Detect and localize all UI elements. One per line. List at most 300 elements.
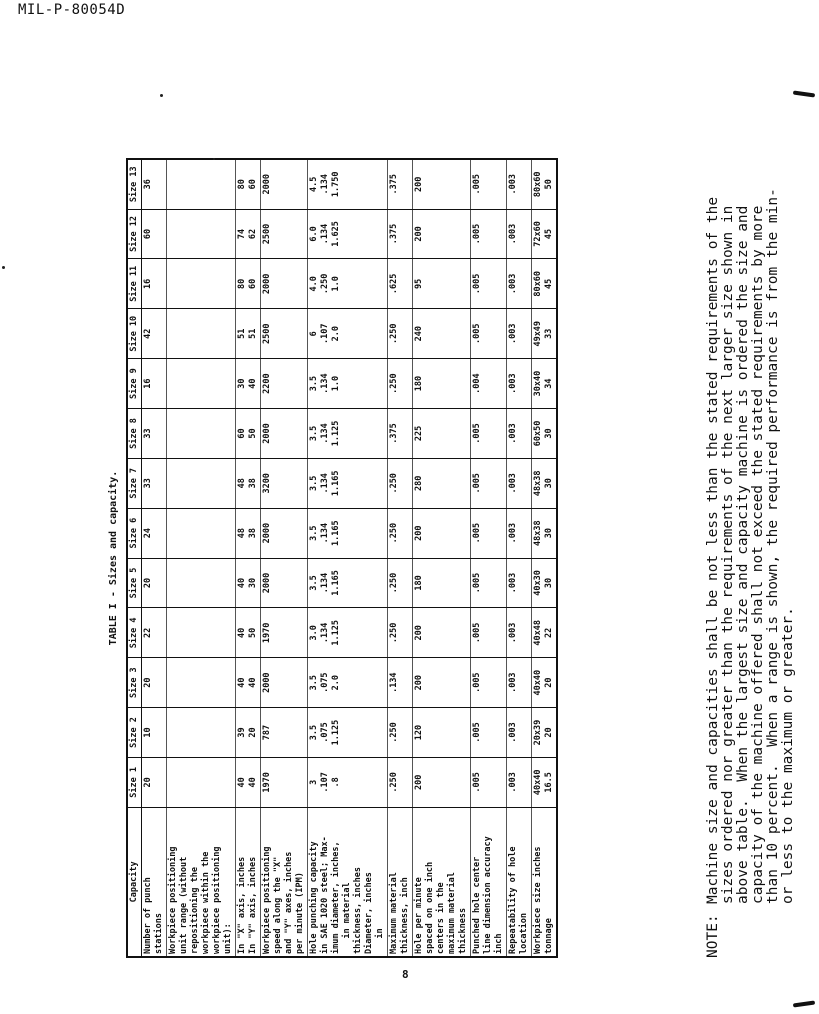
cell-value: 20 bbox=[143, 777, 153, 788]
table-cell bbox=[236, 658, 261, 708]
cell-value: .8 bbox=[331, 777, 341, 788]
row-label-line: unit): bbox=[223, 923, 233, 954]
row-label-line: maximum material bbox=[447, 872, 457, 954]
cell-value: 3.5 bbox=[309, 525, 319, 541]
cell-value: .003 bbox=[508, 473, 518, 494]
note-line: above table. When the largest size and capacity machine is ordered the size and bbox=[735, 205, 751, 904]
cell-value: 20 bbox=[143, 677, 153, 688]
table-cell bbox=[388, 309, 413, 359]
table-row bbox=[532, 159, 558, 957]
scan-speck bbox=[2, 266, 5, 269]
table-cell bbox=[388, 508, 413, 558]
table-cell bbox=[261, 757, 308, 807]
row-label bbox=[261, 807, 308, 957]
table-title: TABLE I - Sizes and capacity. bbox=[108, 470, 119, 646]
table-cell bbox=[471, 708, 507, 758]
table-cell bbox=[507, 458, 532, 508]
cell-value: .003 bbox=[508, 223, 518, 245]
cell-value: 2500 bbox=[262, 223, 272, 245]
row-label-line: in SAE 1020 steel; Max- bbox=[320, 836, 330, 954]
row-label-line: Repeatability of hole bbox=[508, 846, 518, 954]
table-cell bbox=[532, 259, 558, 309]
table-cell bbox=[308, 508, 388, 558]
cell-value: 1.125 bbox=[331, 719, 341, 746]
column-header-size-13: Size 13 bbox=[127, 159, 142, 209]
cell-value: 200 bbox=[414, 675, 424, 691]
table-cell bbox=[308, 558, 388, 608]
table-cell bbox=[471, 359, 507, 409]
table-cell bbox=[261, 409, 308, 459]
row-label bbox=[236, 807, 261, 957]
row-label bbox=[167, 807, 236, 957]
table-cell bbox=[236, 757, 261, 807]
rotated-table-block bbox=[108, 158, 800, 958]
column-header-size-2: Size 2 bbox=[127, 708, 142, 758]
table-cell bbox=[236, 558, 261, 608]
cell-value: .134 bbox=[320, 622, 330, 644]
cell-value: 3.0 bbox=[309, 625, 319, 641]
table-cell bbox=[413, 359, 471, 409]
table-cell bbox=[167, 658, 236, 708]
cell-value: 60 bbox=[143, 228, 153, 240]
cell-value: 1.0 bbox=[331, 375, 341, 392]
note-text bbox=[706, 188, 796, 904]
table-cell bbox=[261, 608, 308, 658]
table-cell bbox=[142, 658, 167, 708]
table-cell bbox=[142, 309, 167, 359]
cell-value: 1.125 bbox=[331, 620, 341, 646]
table-cell bbox=[142, 458, 167, 508]
cell-value: 45 bbox=[544, 228, 554, 240]
cell-value: 51 bbox=[248, 328, 258, 339]
cell-value: .005 bbox=[472, 273, 482, 295]
table-cell bbox=[142, 409, 167, 459]
table-cell bbox=[308, 608, 388, 658]
cell-value: 787 bbox=[262, 724, 272, 741]
row-label-line: centers in the bbox=[436, 882, 446, 954]
cell-value: 33 bbox=[143, 478, 153, 489]
cell-value: .005 bbox=[472, 423, 482, 444]
cell-value: 36 bbox=[143, 179, 153, 190]
table-cell bbox=[388, 658, 413, 708]
column-header-size-12: Size 12 bbox=[127, 209, 142, 259]
cell-value: 30x40 bbox=[533, 370, 543, 397]
cell-value: 49x49 bbox=[533, 320, 543, 347]
cell-value: 34 bbox=[544, 378, 554, 389]
note-line: sizes ordered nor greater than the requirements of the next larger size shown in bbox=[720, 205, 736, 904]
table-cell bbox=[142, 608, 167, 658]
row-label-line: inch bbox=[494, 933, 504, 954]
table-cell bbox=[413, 209, 471, 259]
column-header-size-4: Size 4 bbox=[127, 608, 142, 658]
scan-speck bbox=[213, 158, 215, 160]
table-cell bbox=[236, 309, 261, 359]
table-row bbox=[308, 159, 388, 957]
cell-value: 40 bbox=[237, 627, 247, 638]
table-cell bbox=[388, 608, 413, 658]
table-cell bbox=[413, 608, 471, 658]
cell-value: 40 bbox=[248, 677, 258, 688]
cell-value: 95 bbox=[414, 278, 424, 289]
column-header-size-7: Size 7 bbox=[127, 458, 142, 508]
cell-value: .003 bbox=[508, 174, 518, 195]
column-header-size-8: Size 8 bbox=[127, 409, 142, 459]
cell-value: 3.5 bbox=[309, 475, 319, 491]
cell-value: 2000 bbox=[262, 572, 272, 594]
table-row bbox=[142, 159, 167, 957]
table-cell bbox=[471, 658, 507, 708]
table-cell bbox=[471, 159, 507, 209]
table-cell bbox=[261, 209, 308, 259]
table-row bbox=[413, 159, 471, 957]
cell-value: .003 bbox=[508, 273, 518, 295]
cell-value: 50 bbox=[248, 428, 258, 439]
row-label-line: thickness, inches bbox=[353, 867, 363, 954]
table-cell bbox=[413, 259, 471, 309]
cell-value: 6.0 bbox=[309, 226, 319, 242]
table-cell bbox=[471, 558, 507, 608]
cell-value: 33 bbox=[143, 428, 153, 439]
cell-value: .075 bbox=[320, 722, 330, 743]
cell-value: 60 bbox=[248, 278, 258, 289]
cell-value: 40x40 bbox=[533, 669, 543, 696]
table-cell bbox=[142, 259, 167, 309]
table-cell bbox=[532, 558, 558, 608]
row-label-line: In "X" axis, inches bbox=[237, 856, 247, 954]
table-cell bbox=[308, 458, 388, 508]
row-label bbox=[507, 807, 532, 957]
table-cell bbox=[413, 409, 471, 459]
column-header-size-9: Size 9 bbox=[127, 359, 142, 409]
table-cell bbox=[142, 558, 167, 608]
row-label bbox=[413, 807, 471, 957]
row-label-line: in bbox=[375, 928, 385, 954]
table-cell bbox=[388, 757, 413, 807]
cell-value: 1.0 bbox=[331, 276, 341, 292]
table-cell bbox=[308, 409, 388, 459]
table-cell bbox=[167, 159, 236, 209]
table-cell bbox=[261, 508, 308, 558]
cell-value: .250 bbox=[320, 273, 330, 295]
table-cell bbox=[142, 708, 167, 758]
cell-value: .134 bbox=[320, 423, 330, 444]
table-cell bbox=[507, 409, 532, 459]
table-cell bbox=[236, 159, 261, 209]
table-cell bbox=[532, 458, 558, 508]
cell-value: 1.165 bbox=[331, 570, 341, 596]
row-label-line: unit range (without bbox=[179, 856, 189, 954]
row-label bbox=[532, 807, 558, 957]
cell-value: .005 bbox=[472, 473, 482, 494]
table-cell bbox=[167, 558, 236, 608]
table-cell bbox=[308, 259, 388, 309]
table-cell bbox=[507, 359, 532, 409]
column-header-size-10: Size 10 bbox=[127, 309, 142, 359]
table-cell bbox=[507, 209, 532, 259]
cell-value: 200 bbox=[414, 525, 424, 541]
note-line: capacity of the machine offered shall not exceed the stated requirements by more bbox=[750, 205, 766, 904]
table-cell bbox=[532, 757, 558, 807]
cell-value: .134 bbox=[320, 522, 330, 544]
table-cell bbox=[167, 409, 236, 459]
cell-value: 20 bbox=[544, 677, 554, 688]
row-label bbox=[471, 807, 507, 957]
row-label-line: repositioning the bbox=[190, 867, 200, 954]
cell-value: 2.0 bbox=[331, 675, 341, 691]
cell-value: .250 bbox=[389, 772, 399, 793]
cell-value: 50 bbox=[544, 179, 554, 190]
row-label-line: Punched hole center bbox=[472, 856, 482, 954]
cell-value: 40 bbox=[237, 577, 247, 589]
table-body bbox=[142, 159, 558, 957]
table-cell bbox=[167, 608, 236, 658]
cell-value: 1.750 bbox=[331, 171, 341, 198]
table-row bbox=[261, 159, 308, 957]
cell-value: 1.125 bbox=[331, 420, 341, 447]
table-cell bbox=[507, 658, 532, 708]
table-cell bbox=[471, 757, 507, 807]
cell-value: 3 bbox=[309, 779, 319, 785]
cell-value: 3.5 bbox=[309, 375, 319, 392]
table-cell bbox=[413, 757, 471, 807]
cell-value: 1970 bbox=[262, 772, 272, 793]
table-cell bbox=[142, 508, 167, 558]
table-cell bbox=[261, 359, 308, 409]
row-label-line: in material bbox=[342, 882, 352, 954]
table-cell bbox=[388, 558, 413, 608]
cell-value: 20 bbox=[544, 727, 554, 738]
cell-value: .005 bbox=[472, 522, 482, 544]
cell-value: .375 bbox=[389, 223, 399, 245]
cell-value: 51 bbox=[237, 328, 247, 339]
row-label-line: Hole per minute bbox=[414, 877, 424, 954]
table-cell bbox=[507, 259, 532, 309]
table-cell bbox=[236, 209, 261, 259]
table-cell bbox=[236, 409, 261, 459]
cell-value: 280 bbox=[414, 475, 424, 491]
table-cell bbox=[261, 458, 308, 508]
cell-value: 74 bbox=[237, 228, 247, 240]
table-cell bbox=[413, 558, 471, 608]
cell-value: 33 bbox=[544, 328, 554, 339]
row-label-line: speed along the "X" bbox=[273, 856, 283, 954]
cell-value: 180 bbox=[414, 375, 424, 392]
row-label bbox=[388, 807, 413, 957]
table-cell bbox=[388, 209, 413, 259]
table-cell bbox=[167, 757, 236, 807]
table-row bbox=[388, 159, 413, 957]
table-cell bbox=[532, 708, 558, 758]
cell-value: .250 bbox=[389, 373, 399, 394]
table-cell bbox=[471, 409, 507, 459]
cell-value: 30 bbox=[544, 428, 554, 439]
table-cell bbox=[261, 658, 308, 708]
table-cell bbox=[471, 608, 507, 658]
cell-value: 39 bbox=[237, 727, 247, 738]
row-label-line: Hole punching capacity bbox=[309, 841, 319, 954]
cell-value: 20 bbox=[143, 577, 153, 589]
cell-value: 2.0 bbox=[331, 326, 341, 342]
table-cell bbox=[308, 757, 388, 807]
table-cell bbox=[388, 458, 413, 508]
cell-value: 180 bbox=[414, 575, 424, 591]
cell-value: 30 bbox=[544, 528, 554, 539]
cell-value: .005 bbox=[472, 223, 482, 245]
row-label-line: workpiece within the bbox=[201, 851, 211, 954]
table-cell bbox=[507, 508, 532, 558]
table-cell bbox=[413, 708, 471, 758]
row-label-line: spaced on one inch bbox=[425, 861, 435, 954]
cell-value: .003 bbox=[508, 722, 518, 743]
table-cell bbox=[167, 259, 236, 309]
row-label-line: Workpiece size inches bbox=[533, 846, 543, 954]
note-line: Machine size and capacities shall be not less than the stated requirements of the bbox=[705, 196, 721, 904]
cell-value: 40 bbox=[248, 378, 258, 389]
column-header-size-6: Size 6 bbox=[127, 508, 142, 558]
table-cell bbox=[167, 458, 236, 508]
cell-value: 3.5 bbox=[309, 724, 319, 741]
cell-value: .005 bbox=[472, 323, 482, 344]
cell-value: .134 bbox=[320, 473, 330, 494]
cell-value: 225 bbox=[414, 425, 424, 442]
cell-value: .005 bbox=[472, 622, 482, 644]
table-cell bbox=[167, 508, 236, 558]
table-cell bbox=[142, 757, 167, 807]
cell-value: 62 bbox=[248, 228, 258, 240]
sizes-capacity-table bbox=[126, 158, 558, 958]
table-cell bbox=[236, 259, 261, 309]
cell-value: .003 bbox=[508, 522, 518, 544]
cell-value: 30 bbox=[544, 577, 554, 589]
column-header-size-11: Size 11 bbox=[127, 259, 142, 309]
cell-value: 20x39 bbox=[533, 719, 543, 746]
table-row bbox=[471, 159, 507, 957]
row-label-line: thickness bbox=[458, 907, 468, 954]
cell-value: .134 bbox=[320, 572, 330, 594]
cell-value: 30 bbox=[248, 577, 258, 589]
cell-value: 1970 bbox=[262, 622, 272, 644]
cell-value: .005 bbox=[472, 174, 482, 195]
cell-value: 120 bbox=[414, 724, 424, 741]
table-cell bbox=[532, 309, 558, 359]
table-cell bbox=[236, 708, 261, 758]
row-label-line: per minute (IPM) bbox=[295, 872, 305, 954]
cell-value: 2000 bbox=[262, 522, 272, 544]
table-cell bbox=[532, 508, 558, 558]
row-label-line: Maximum material bbox=[389, 872, 399, 954]
cell-value: 4.5 bbox=[309, 176, 319, 192]
table-cell bbox=[308, 708, 388, 758]
cell-value: .003 bbox=[508, 622, 518, 644]
cell-value: .004 bbox=[472, 373, 482, 394]
table-cell bbox=[532, 359, 558, 409]
cell-value: .003 bbox=[508, 772, 518, 793]
cell-value: 60 bbox=[248, 179, 258, 190]
row-label-line: Diameter, inches bbox=[364, 872, 374, 954]
cell-value: .107 bbox=[320, 323, 330, 344]
cell-value: 240 bbox=[414, 326, 424, 342]
cell-value: 3.5 bbox=[309, 425, 319, 442]
table-cell bbox=[507, 757, 532, 807]
cell-value: .003 bbox=[508, 323, 518, 344]
cell-value: 22 bbox=[143, 627, 153, 638]
table-cell bbox=[236, 608, 261, 658]
cell-value: 16.5 bbox=[544, 772, 554, 793]
table-cell bbox=[142, 359, 167, 409]
cell-value: .003 bbox=[508, 423, 518, 444]
cell-value: 80 bbox=[237, 179, 247, 190]
row-label-line: and "Y" axes, inches bbox=[284, 851, 294, 954]
table-cell bbox=[532, 209, 558, 259]
table-cell bbox=[388, 409, 413, 459]
table-cell bbox=[532, 159, 558, 209]
page-number: 8 bbox=[402, 968, 409, 981]
table-cell bbox=[507, 309, 532, 359]
table-cell bbox=[471, 458, 507, 508]
cell-value: 80x60 bbox=[533, 171, 543, 198]
row-label-line: Workpiece positioning bbox=[262, 846, 272, 954]
table-cell bbox=[507, 708, 532, 758]
table-cell bbox=[413, 508, 471, 558]
cell-value: 72x60 bbox=[533, 221, 543, 247]
cell-value: 40x40 bbox=[533, 769, 543, 796]
cell-value: 2200 bbox=[262, 373, 272, 394]
table-cell bbox=[236, 508, 261, 558]
cell-value: .134 bbox=[320, 174, 330, 195]
cell-value: 38 bbox=[248, 478, 258, 489]
table-cell bbox=[507, 159, 532, 209]
table-cell bbox=[236, 359, 261, 409]
table-cell bbox=[388, 259, 413, 309]
row-label-line: tonnage bbox=[544, 918, 554, 954]
cell-value: 42 bbox=[143, 328, 153, 339]
table-row bbox=[507, 159, 532, 957]
cell-value: .250 bbox=[389, 323, 399, 344]
cell-value: 1.625 bbox=[331, 221, 341, 247]
table-cell bbox=[142, 159, 167, 209]
table-cell bbox=[388, 159, 413, 209]
cell-value: 2000 bbox=[262, 423, 272, 444]
table-cell bbox=[413, 658, 471, 708]
cell-value: 1.165 bbox=[331, 470, 341, 497]
row-label-line: In "Y" axis, inches bbox=[248, 856, 258, 954]
cell-value: 60 bbox=[237, 428, 247, 439]
cell-value: 48 bbox=[237, 478, 247, 489]
table-cell bbox=[413, 159, 471, 209]
note-label: NOTE: bbox=[705, 914, 721, 958]
cell-value: 6 bbox=[309, 331, 319, 337]
table-cell bbox=[507, 608, 532, 658]
row-label bbox=[308, 807, 388, 957]
cell-value: .003 bbox=[508, 373, 518, 394]
table-cell bbox=[261, 708, 308, 758]
row-label-line: Number of punch bbox=[143, 877, 153, 954]
cell-value: 40 bbox=[237, 677, 247, 688]
cell-value: 2000 bbox=[262, 174, 272, 195]
cell-value: .005 bbox=[472, 572, 482, 594]
cell-value: 80 bbox=[237, 278, 247, 289]
table-cell bbox=[532, 409, 558, 459]
document-id: MIL-P-80054D bbox=[18, 2, 126, 18]
row-label bbox=[142, 807, 167, 957]
cell-value: 1.165 bbox=[331, 520, 341, 546]
row-label-line: imum diameter, inches, bbox=[331, 841, 341, 954]
column-header-size-1: Size 1 bbox=[127, 757, 142, 807]
cell-value: .375 bbox=[389, 423, 399, 444]
table-cell bbox=[388, 708, 413, 758]
row-label-line: location bbox=[519, 913, 529, 954]
cell-value: 16 bbox=[143, 278, 153, 289]
